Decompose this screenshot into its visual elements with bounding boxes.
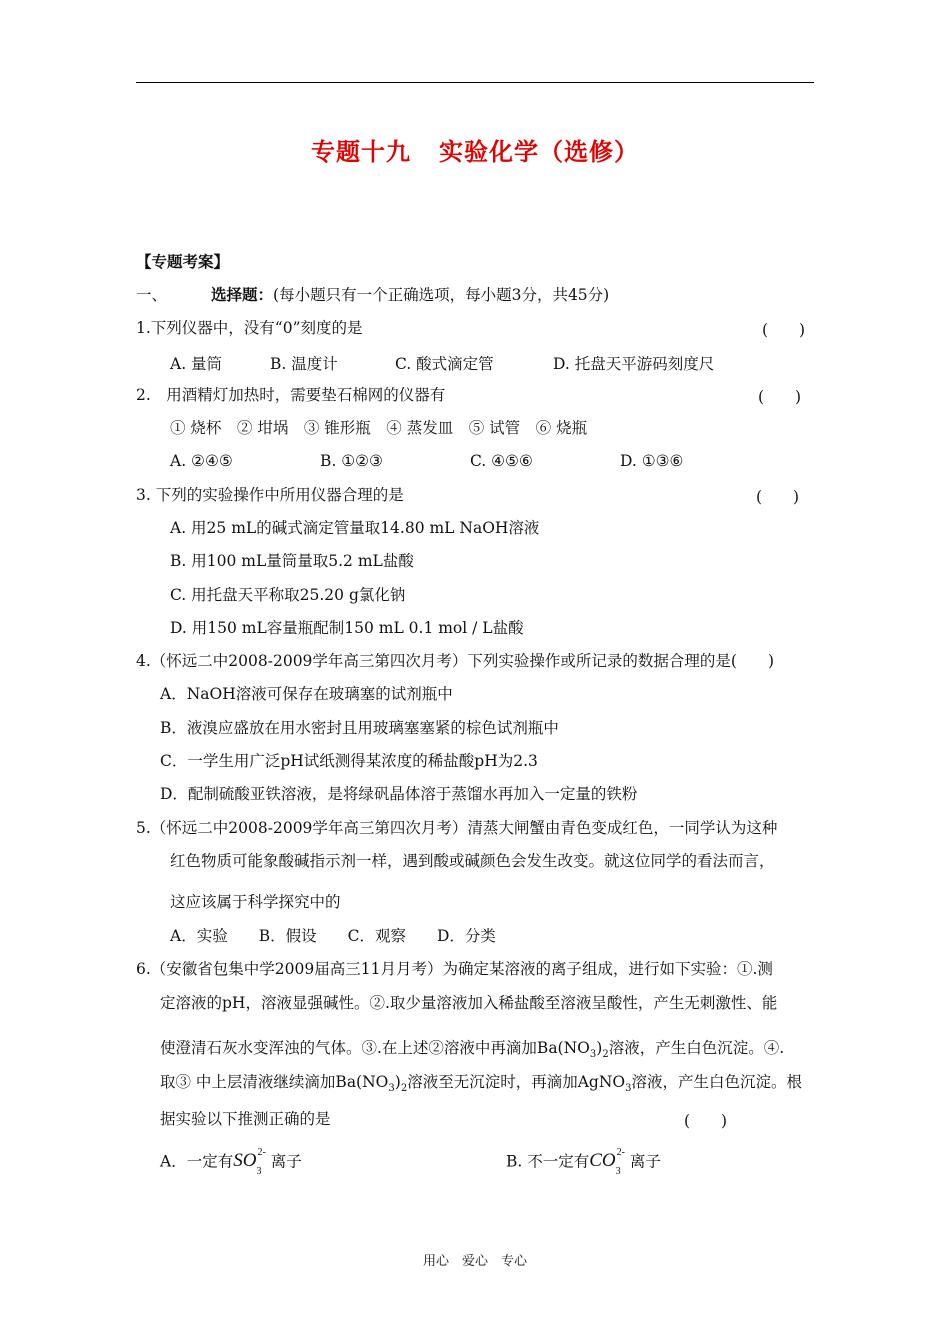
q6-answer-blank: ( ) <box>684 1112 728 1130</box>
page-title <box>0 132 950 167</box>
q1-option-d: D. 托盘天平游码刻度尺 <box>553 355 715 373</box>
q3-option-b: B. 用100 mL量筒量取5.2 mL盐酸 <box>170 552 414 570</box>
section1-heading <box>136 285 609 305</box>
q2-option-b: B. ①②③ <box>320 452 383 470</box>
q2-answer-blank: ( ) <box>758 388 802 406</box>
title-part2: 实验化学（选修） <box>439 138 639 166</box>
q4-option-a: A．NaOH溶液可保存在玻璃塞的试剂瓶中 <box>160 685 453 703</box>
q4-option-d: D．配制硫酸亚铁溶液，是将绿矾晶体溶于蒸馏水再加入一定量的铁粉 <box>160 785 638 803</box>
carbonate-sub: 3 <box>615 1166 621 1178</box>
q1-answer-blank: ( ) <box>762 321 806 339</box>
q6-line1: 6.（安徽省包集中学2009届高三11月月考）为确定某溶液的离子组成，进行如下实验：①.测 <box>136 960 773 978</box>
q6-option-a-prefix: A．一定有 <box>160 1152 234 1171</box>
q3-option-d: D. 用150 mL容量瓶配制150 mL 0.1 mol / L盐酸 <box>170 619 524 637</box>
q2-stem: 2. 用酒精灯加热时，需要垫石棉网的仪器有 <box>136 386 446 404</box>
q6-line4-a: 取③ 中上层清液继续滴加Ba(NO <box>160 1073 389 1091</box>
q6-line4-d: 溶液，产生白色沉淀。根 <box>631 1073 802 1091</box>
q6-line3-b: ) <box>596 1039 603 1057</box>
q6-option-a-suffix: 离子 <box>265 1152 302 1171</box>
q6-line4-sub: 3 <box>388 1083 395 1094</box>
q6-option-b <box>506 1147 661 1179</box>
q6-option-a <box>160 1147 302 1179</box>
q6-option-b-prefix: B. 不一定有 <box>506 1152 590 1171</box>
q6-line4-c: 溶液至无沉淀时，再滴加AgNO <box>407 1073 626 1091</box>
q2-option-a: A. ②④⑤ <box>170 452 233 470</box>
q6-option-b-suffix: 离子 <box>625 1152 661 1171</box>
q6-line3-sub2: 2 <box>602 1049 609 1060</box>
q1-option-a: A. 量筒 <box>170 355 223 373</box>
q5-options: A．实验 B．假设 C．观察 D．分类 <box>170 927 496 945</box>
section1-note: (每小题只有一个正确选项，每小题3分，共45分) <box>273 286 610 304</box>
q6-line3-sub: 3 <box>589 1049 597 1060</box>
sulfite-charge: 2- <box>257 1147 266 1158</box>
carbonate-charge: 2- <box>616 1147 625 1158</box>
q3-option-a: A. 用25 mL的碱式滴定管量取14.80 mL NaOH溶液 <box>170 519 540 537</box>
q2-option-d: D. ①③⑥ <box>620 452 684 470</box>
carbonate-formula <box>589 1147 625 1178</box>
sulfite-sub: 3 <box>256 1166 262 1178</box>
section1-label: 选择题： <box>211 286 274 304</box>
q2-option-c: C. ④⑤⑥ <box>470 452 533 470</box>
q5-line2: 红色物质可能象酸碱指示剂一样，遇到酸或碱颜色会发生改变。就这位同学的看法而言， <box>170 852 775 870</box>
q6-line3 <box>160 1038 784 1061</box>
carbonate-symbol: CO <box>589 1150 616 1172</box>
q6-line2: 定溶液的pH，溶液显强碱性。②.取少量溶液加入稀盐酸至溶液呈酸性，产生无刺激性、能 <box>160 994 778 1012</box>
section1-num: 一、 <box>136 286 168 304</box>
title-part1: 专题十九 <box>311 138 411 166</box>
q6-line3-a: 使澄清石灰水变浑浊的气体。③.在上述②溶液中再滴加Ba(NO <box>160 1039 590 1057</box>
q5-line1: 5.（怀远二中2008-2009学年高三第四次月考）清蒸大闸蟹由青色变成红色，一同学认为这种 <box>136 819 778 837</box>
q6-line4 <box>160 1072 802 1095</box>
q6-line5: 据实验以下推测正确的是 <box>160 1110 331 1128</box>
section-label: 【专题考案】 <box>136 253 230 271</box>
q4-stem: 4.（怀远二中2008-2009学年高三第四次月考）下列实验操作或所记录的数据合理的是( ) <box>136 652 775 670</box>
sulfite-formula <box>233 1147 266 1178</box>
q5-line3: 这应该属于科学探究中的 <box>170 893 341 911</box>
sulfite-symbol: SO <box>233 1150 257 1172</box>
q1-option-c: C. 酸式滴定管 <box>395 355 494 373</box>
q1-stem: 1.下列仪器中，没有“0”刻度的是 <box>136 319 363 337</box>
q6-line4-sub2: 2 <box>400 1083 408 1094</box>
q3-answer-blank: ( ) <box>756 488 800 506</box>
q3-option-c: C. 用托盘天平称取25.20 g氯化钠 <box>170 586 406 604</box>
page-footer: 用心 爱心 专心 <box>422 1254 527 1269</box>
q1-option-b: B. 温度计 <box>270 355 338 373</box>
q4-option-b: B．液溴应盛放在用水密封且用玻璃塞塞紧的棕色试剂瓶中 <box>160 719 559 737</box>
q2-items: ① 烧杯 ② 坩埚 ③ 锥形瓶 ④ 蒸发皿 ⑤ 试管 ⑥ 烧瓶 <box>170 419 588 437</box>
q6-line3-c: 溶液，产生白色沉淀。④. <box>608 1039 785 1057</box>
header-rule <box>136 82 814 83</box>
q3-stem: 3. 下列的实验操作中所用仪器合理的是 <box>136 486 404 504</box>
q6-line4-sub3: 3 <box>625 1083 632 1094</box>
q6-line4-b: ) <box>394 1073 401 1091</box>
q4-option-c: C．一学生用广泛pH试纸测得某浓度的稀盐酸pH为2.3 <box>160 752 538 770</box>
